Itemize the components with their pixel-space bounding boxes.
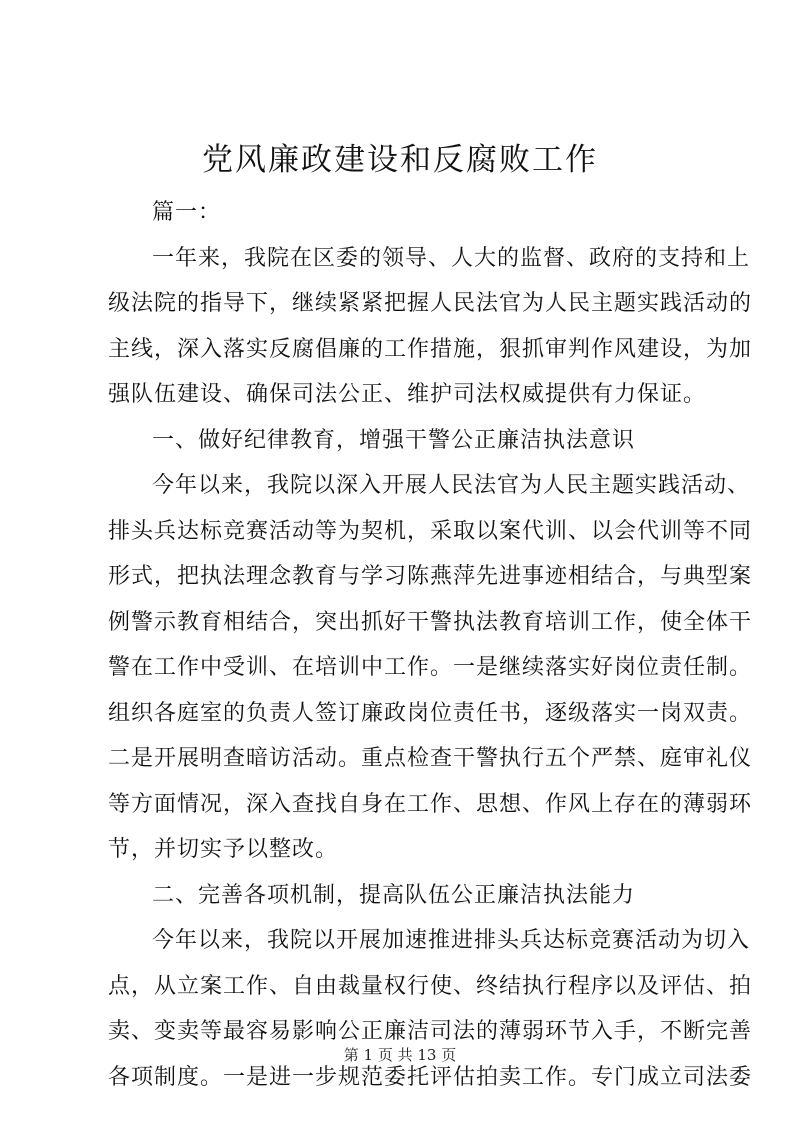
body-line: 例警示教育相结合，突出抓好干警执法教育培训工作，使全体干 <box>108 609 753 635</box>
body-line: 强队伍建设、确保司法公正、维护司法权威提供有力保证。 <box>108 382 707 407</box>
body-line: 级法院的指导下，继续紧紧把握人民法官为人民主题实践活动的 <box>108 291 753 316</box>
document-title: 党风廉政建设和反腐败工作 <box>202 142 598 178</box>
body-line: 组织各庭室的负责人签订廉政岗位责任书，逐级落实一岗双责。 <box>108 700 753 726</box>
heading-2: 二、完善各项机制，提高队伍公正廉洁执法能力 <box>152 882 636 908</box>
body-line: 排头兵达标竞赛活动等为契机，采取以案代训、以会代训等不同 <box>108 518 753 544</box>
heading-1: 一、做好纪律教育，增强干警公正廉洁执法意识 <box>152 427 636 453</box>
document-body <box>108 190 753 1100</box>
body-line: 警在工作中受训、在培训中工作。一是继续落实好岗位责任制。 <box>108 655 753 680</box>
body-line: 今年以来，我院以开展加速推进排头兵达标竞赛活动为切入 <box>152 928 751 953</box>
body-line: 各项制度。一是进一步规范委托评估拍卖工作。专门成立司法委 <box>108 1064 753 1090</box>
body-line: 形式，把执法理念教育与学习陈燕萍先进事迹相结合，与典型案 <box>108 564 753 589</box>
body-line: 主线，深入落实反腐倡廉的工作措施，狠抓审判作风建设，为加 <box>108 336 753 362</box>
body-line: 二是开展明查暗访活动。重点检查干警执行五个严禁、庭审礼仪 <box>108 746 753 771</box>
body-line: 今年以来，我院以深入开展人民法官为人民主题实践活动、 <box>152 473 751 498</box>
page-number: 第 1 页 共 13 页 <box>343 1046 457 1064</box>
body-line: 等方面情况，深入查找自身在工作、思想、作风上存在的薄弱环 <box>108 791 753 817</box>
body-line: 卖、变卖等最容易影响公正廉洁司法的薄弱环节入手，不断完善 <box>108 1019 753 1044</box>
section-label: 篇一： <box>152 200 222 225</box>
body-line: 节，并切实予以整改。 <box>108 837 339 862</box>
body-line: 点，从立案工作、自由裁量权行使、终结执行程序以及评估、拍 <box>108 973 753 999</box>
body-line: 一年来，我院在区委的领导、人大的监督、政府的支持和上 <box>152 245 751 271</box>
